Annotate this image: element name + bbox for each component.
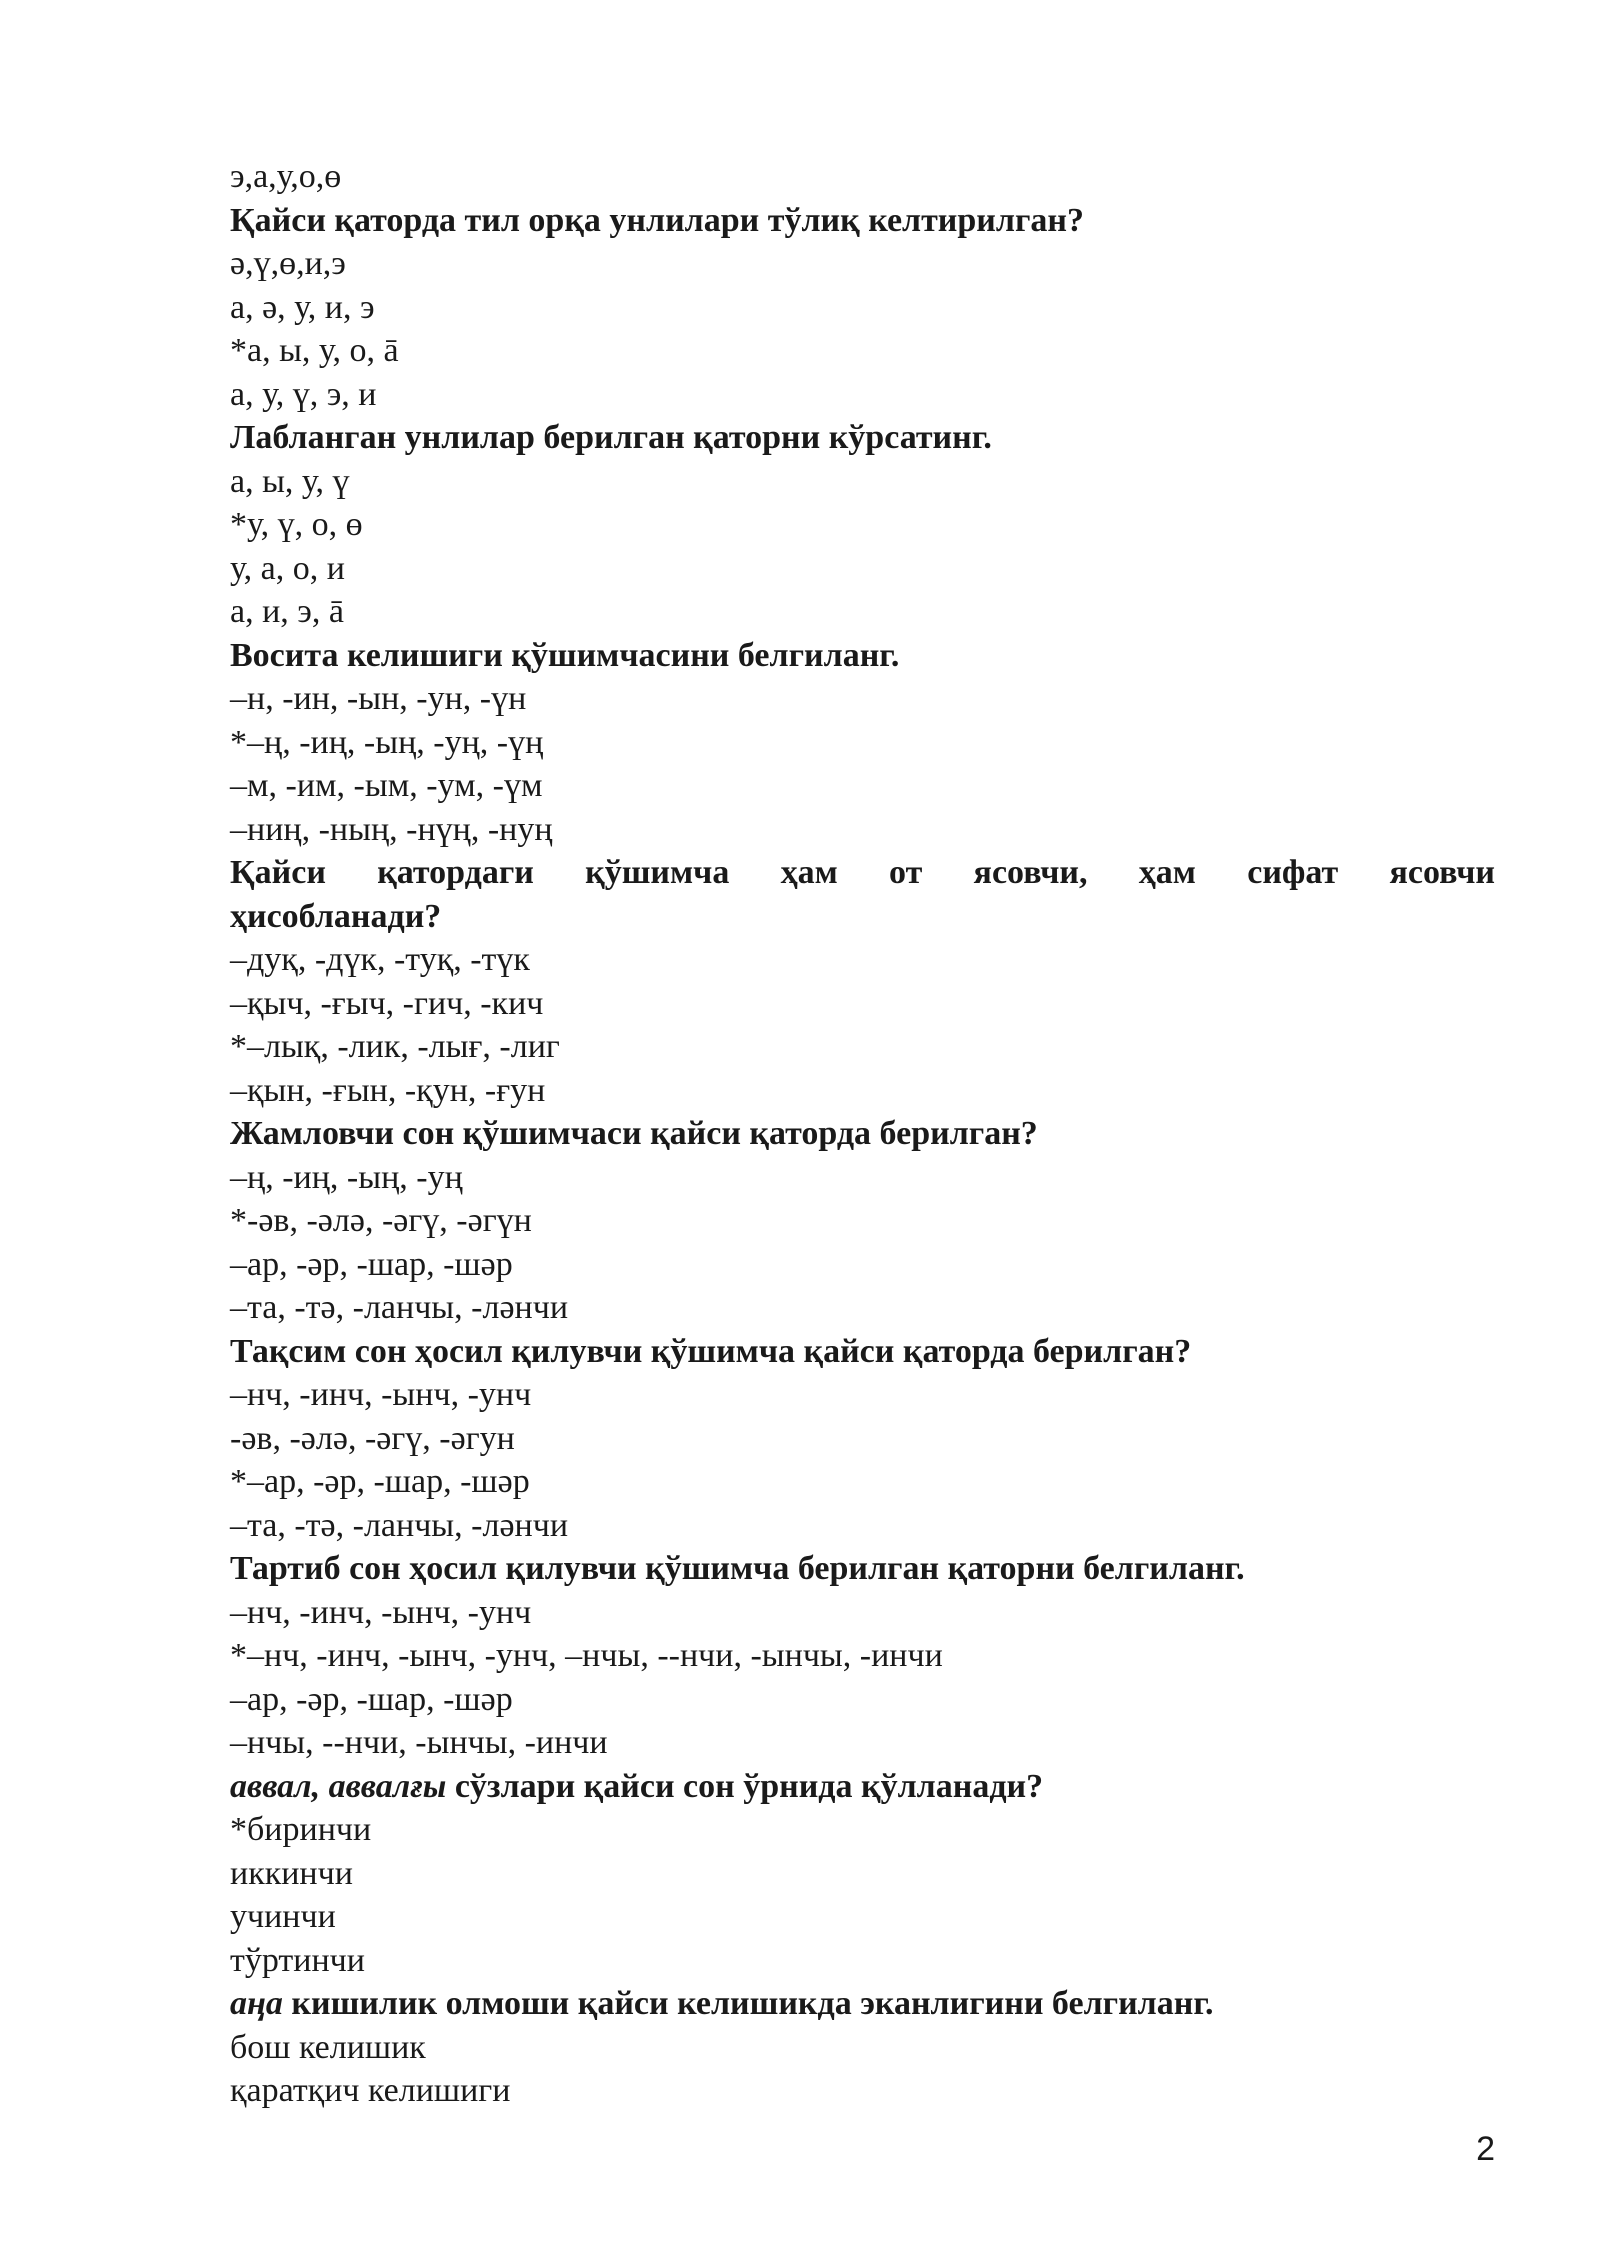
document-page (230, 155, 1495, 2113)
answer-option: –ар, -әр, -шар, -шәр (230, 1245, 513, 1283)
answer-option-correct: *–ар, -әр, -шар, -шәр (230, 1463, 530, 1500)
answer-option: бош келишик (230, 2028, 426, 2066)
answer-option: –қыч, -ғыч, -гич, -кич (230, 984, 544, 1022)
answer-option: –та, -тә, -ланчы, -ләнчи (230, 1289, 569, 1326)
answer-option: –нчы, --нчи, -ынчы, -инчи (230, 1724, 608, 1761)
answer-option-correct: *а, ы, у, о, ā (230, 332, 399, 369)
answer-option: у, а, о, и (230, 549, 345, 587)
answer-option: –ниң, -ның, -нүң, -нуң (230, 810, 553, 848)
answer-option: тўртинчи (230, 1941, 365, 1979)
question-text-continued: ҳисобланади? (230, 897, 442, 935)
page-number: 2 (1476, 2130, 1495, 2168)
answer-option: –дуқ, -дүк, -туқ, -түк (230, 941, 530, 978)
question-rest: кишилик олмоши қайси келишикда эканлигини белгиланг. (282, 1985, 1214, 2022)
answer-option: а, у, ү, э, и (230, 375, 377, 413)
answer-option: а, и, э, ā (230, 593, 344, 630)
answer-option: –қын, -ғын, -қун, -ғун (230, 1071, 546, 1109)
answer-option: учинчи (230, 1898, 336, 1935)
question-text: Восита келишиги қўшимчасини белгиланг. (230, 636, 900, 674)
answer-option: қаратқич келишиги (230, 2072, 511, 2109)
answer-option: иккинчи (230, 1854, 353, 1892)
question-text (230, 1765, 1495, 1809)
answer-option-correct: *–ң, -иң, -ың, -уң, -үң (230, 723, 544, 761)
answer-option: –м, -им, -ым, -ум, -үм (230, 767, 543, 804)
answer-option-correct: *у, ү, о, ө (230, 506, 363, 543)
question-term: аввал, аввалғы (230, 1767, 447, 1805)
answer-option-correct: *-әв, -әлә, -әгү, -әгүн (230, 1202, 532, 1239)
question-text: Тақсим сон ҳосил қилувчи қўшимча қайси қаторда берилган? (230, 1332, 1192, 1370)
answer-option: а, ә, у, и, э (230, 288, 375, 326)
answer-option: –ң, -иң, -ың, -уң (230, 1158, 463, 1196)
answer-option: –та, -тә, -ланчы, -ләнчи (230, 1506, 569, 1544)
answer-option: –нч, -инч, -ынч, -унч (230, 1376, 532, 1413)
answer-option: –нч, -инч, -ынч, -унч (230, 1593, 532, 1631)
question-text: Лабланган унлилар берилган қаторни кўрсатинг. (230, 419, 992, 456)
answer-option-correct: *–нч, -инч, -ынч, -унч, –нчы, --нчи, -ынчы, -инчи (230, 1637, 943, 1674)
question-text: Қайси қатордаги қўшимча ҳам от ясовчи, ҳам сифат ясовчи (230, 854, 1495, 891)
question-text (230, 1982, 1495, 2026)
question-text: Жамловчи сон қўшимчаси қайси қаторда берилган? (230, 1115, 1038, 1152)
answer-option: ә,ү,ө,и,э (230, 245, 346, 282)
answer-option: –ар, -әр, -шар, -шәр (230, 1680, 513, 1718)
answer-option-correct: *–лық, -лик, -лығ, -лиг (230, 1028, 560, 1065)
answer-option: а, ы, у, ү (230, 462, 350, 500)
question-term: аңа (230, 1985, 283, 2022)
answer-option-correct: *биринчи (230, 1811, 372, 1848)
question-text: Қайси қаторда тил орқа унлилари тўлиқ келтирилган? (230, 201, 1085, 239)
answer-option: -әв, -әлә, -әгү, -әгун (230, 1419, 515, 1457)
answer-option: э,а,у,о,ө (230, 158, 342, 195)
answer-option: –н, -ин, -ын, -ун, -үн (230, 680, 527, 717)
question-rest: сўзлари қайси сон ўрнида қўлланади? (446, 1767, 1044, 1805)
question-text: Тартиб сон ҳосил қилувчи қўшимча берилган қаторни белгиланг. (230, 1550, 1245, 1587)
